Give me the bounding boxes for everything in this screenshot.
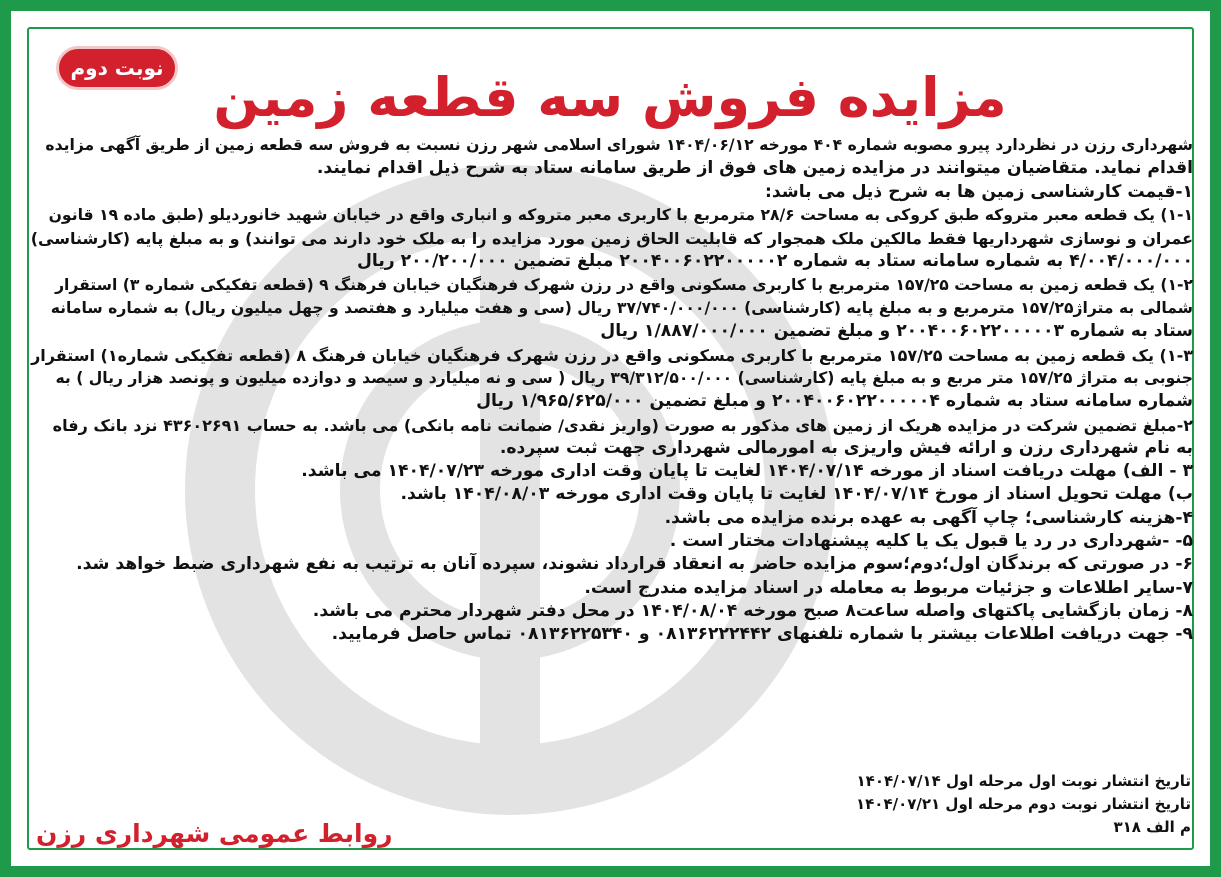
body-line: ۱-قیمت کارشناسی زمین ها به شرح ذیل می باشد: <box>764 181 1193 202</box>
body-line: ۸- زمان بازگشایی پاکتهای واصله ساعت۸ صبح مورخه ۱۴۰۴/۰۸/۰۴ در محل دفتر شهردار محترم می باشد. <box>312 600 1193 621</box>
body-line: جنوبی به متراژ ۱۵۷/۲۵ متر مربع و به مبلغ پایه (کارشناسی) ۳۹/۳۱۲/۵۰۰/۰۰۰ ریال ( سی و نه میلیارد و سیصد و دوازده میلیون و پونصد هزار ریال ) به <box>55 368 1193 387</box>
body-line: ۱-۲) یک قطعه زمین به مساحت ۱۵۷/۲۵ مترمربع با کاربری مسکونی واقع در رزن شهرک فرهنگیان خیابان فرهنگ ۹ (قطعه تفکیکی شماره ۳) استقرار <box>55 275 1193 294</box>
second-round-badge: نوبت دوم <box>56 46 178 90</box>
publication-dates <box>491 770 1191 839</box>
body-line: ستاد به شماره ۲۰۰۴۰۰۶۰۲۲۰۰۰۰۰۳ و مبلغ تضمین ۱/۸۸۷/۰۰۰/۰۰۰ ریال <box>600 321 1193 342</box>
body-line: اقدام نماید. متقاضیان میتوانند در مزایده زمین های فوق از طریق سامانه ستاد به شرح ذیل اقدام نمایند. <box>316 158 1193 179</box>
body-line: ۹- جهت دریافت اطلاعات بیشتر با شماره تلفنهای ۰۸۱۳۶۲۲۲۴۴۲ و ۰۸۱۳۶۲۲۵۳۴۰ تماس حاصل فرمایید. <box>331 624 1193 645</box>
body-line: ۴/۰۰۴/۰۰۰/۰۰۰ به شماره سامانه ستاد به شماره ۲۰۰۴۰۰۶۰۲۲۰۰۰۰۰۲ مبلغ تضمین ۲۰۰/۲۰۰/۰۰۰ ریال <box>356 251 1193 272</box>
body-line: ۱-۳) یک قطعه زمین به مساحت ۱۵۷/۲۵ مترمربع با کاربری مسکونی واقع در رزن شهرک فرهنگیان خیابان فرهنگ ۸ (قطعه تفکیکی شماره۱) استقرار <box>31 345 1193 365</box>
pub-date-second: تاریخ انتشار نوبت دوم مرحله اول ۱۴۰۴/۰۷/۲۱ <box>856 795 1191 813</box>
body-line: ب) مهلت تحویل اسناد از مورخ ۱۴۰۴/۰۷/۱۴ لغایت تا پایان وقت اداری مورخه ۱۴۰۴/۰۸/۰۳ باشد. <box>400 484 1193 505</box>
body-line: ۳ - الف) مهلت دریافت اسناد از مورخه ۱۴۰۴/۰۷/۱۴ لغایت تا پایان وقت اداری مورخه ۱۴۰۴/۰۷/۲۳ می باشد. <box>301 461 1193 482</box>
page-title: مزایده فروش سه قطعه زمین <box>213 66 1007 129</box>
announcement-body <box>28 134 1193 647</box>
body-line: شماره سامانه ستاد به شماره ۲۰۰۴۰۰۶۰۲۲۰۰۰۰۰۴ و مبلغ تضمین ۱/۹۶۵/۶۲۵/۰۰۰ ریال <box>476 391 1193 412</box>
body-line: ۶- در صورتی که برندگان اول؛دوم؛سوم مزایده حاضر به انعقاد قرارداد نشوند، سپرده آنان به ترتیب به نفع شهرداری ضبط خواهد شد. <box>76 554 1193 575</box>
public-relations-signature: روابط عمومی شهرداری رزن <box>36 819 393 848</box>
body-line: شهرداری رزن در نظردارد پیرو مصوبه شماره ۴۰۴ مورخه ۱۴۰۴/۰۶/۱۲ شورای اسلامی شهر رزن نسبت به فروش سه قطعه زمین از طریق آگهی مزایده <box>45 136 1193 154</box>
body-line: ۲-مبلغ تضمین شرکت در مزایده هریک از زمین های مذکور به صورت (واریز نقدی/ ضمانت نامه بانکی) می باشد. به حساب ۴۳۶۰۲۶۹۱ نزد بانک رفاه <box>52 415 1193 435</box>
body-line: به نام شهرداری رزن و ارائه فیش واریزی به امورمالی شهرداری جهت ثبت سپرده. <box>499 437 1193 458</box>
body-line: ۱-۱) یک قطعه معبر متروکه طبق کروکی به مساحت ۲۸/۶ مترمربع با کاربری معبر متروکه و انباری واقع در خیابان شهید خانوردیلو (طبق ماده ۱۹ قانون <box>48 205 1193 224</box>
ad-reference-number: م الف ۳۱۸ <box>1113 818 1191 836</box>
body-line: عمران و نوسازی شهرداریها فقط مالکین ملک همجوار که قابلیت الحاق زمین مورد مزایده را به ملک خود دارند می توانند) و به مبلغ پایه (کارشناسی) <box>30 229 1193 249</box>
body-line: ۴-هزینه کارشناسی؛ چاپ آگهی به عهده برنده مزایده می باشد. <box>664 507 1193 528</box>
body-line: شمالی به متراژ۱۵۷/۲۵ مترمربع و به مبلغ پایه (کارشناسی) ۳۷/۷۴۰/۰۰۰/۰۰۰ ریال (سی و هفت میلیارد و هفتصد و چهل میلیون ریال) به شماره سامانه <box>50 299 1193 318</box>
body-line: ۷-سایر اطلاعات و جزئیات مربوط به معامله در اسناد مزایده مندرج است. <box>584 577 1193 598</box>
pub-date-first: تاریخ انتشار نوبت اول مرحله اول ۱۴۰۴/۰۷/۱۴ <box>856 772 1191 790</box>
body-line: ۵- -شهرداری در رد یا قبول یک یا کلیه پیشنهادات مختار است . <box>669 531 1193 552</box>
